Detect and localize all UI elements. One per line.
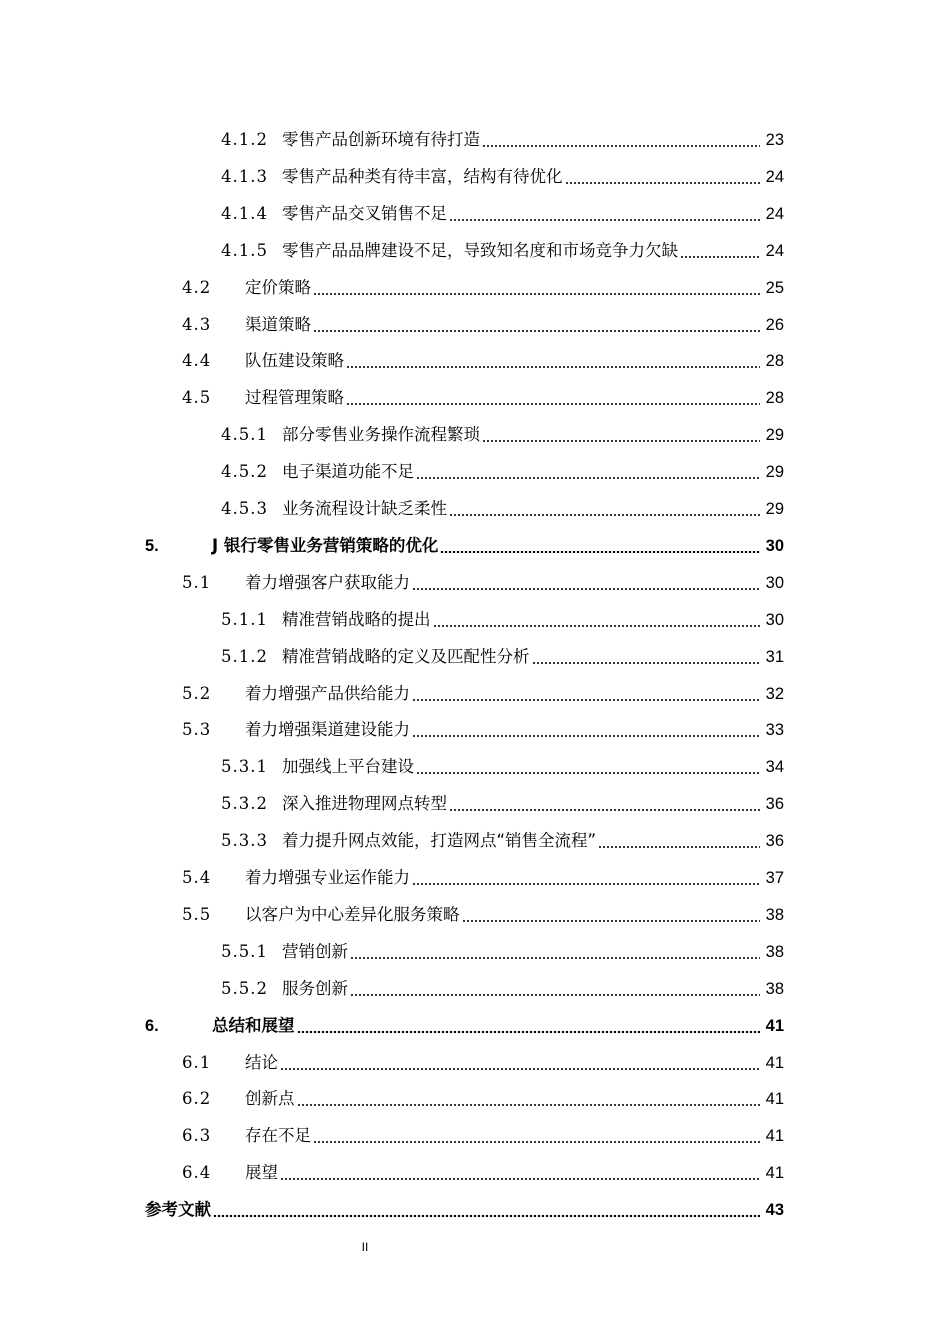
toc-dot-leader — [213, 1215, 760, 1217]
toc-entry[interactable] — [221, 790, 784, 814]
toc-dot-leader — [449, 809, 760, 811]
toc-dot-leader — [449, 514, 760, 516]
toc-entry-title: 着力增强专业运作能力 — [245, 868, 410, 887]
toc-entry-page: 33 — [765, 721, 784, 740]
toc-entry-number: 4.1.5 — [221, 240, 268, 260]
toc-entry[interactable] — [182, 274, 784, 298]
footer-page-number: II — [361, 1240, 369, 1254]
toc-entry[interactable] — [182, 1085, 784, 1109]
toc-entry-number: 5.3.1 — [221, 757, 268, 777]
toc-entry-page: 43 — [765, 1201, 784, 1220]
toc-entry-number: 6.2 — [182, 1089, 212, 1109]
toc-dot-leader — [598, 846, 760, 848]
toc-entry[interactable] — [145, 1196, 784, 1220]
toc-entry[interactable] — [221, 753, 784, 777]
toc-entry-title: 加强线上平台建设 — [282, 757, 414, 777]
toc-entry-title: 精准营销战略的提出 — [282, 609, 431, 629]
toc-entry-page: 29 — [765, 426, 784, 445]
toc-dot-leader — [346, 366, 760, 368]
toc-entry-number: 4.5.2 — [221, 462, 268, 482]
toc-entry-title: 精准营销战略的定义及匹配性分析 — [282, 646, 530, 666]
toc-entry[interactable] — [221, 237, 784, 261]
toc-entry[interactable] — [221, 975, 784, 999]
toc-dot-leader — [350, 994, 760, 996]
toc-entry-number: 5.5 — [182, 904, 212, 924]
toc-entry-page: 26 — [765, 315, 784, 334]
toc-entry-number: 4.4 — [182, 351, 212, 371]
toc-entry-page: 23 — [765, 131, 784, 149]
toc-dot-leader — [313, 293, 760, 295]
toc-entry-number: 5.5.2 — [221, 978, 268, 998]
toc-entry-page: 29 — [765, 500, 784, 518]
toc-entry-page: 36 — [765, 832, 784, 851]
toc-dot-leader — [297, 1104, 761, 1106]
toc-entry-title: 零售产品种类有待丰富，结构有待优化 — [282, 166, 563, 186]
toc-entry-number: 5.3 — [182, 720, 212, 740]
toc-entry[interactable] — [182, 1159, 784, 1183]
toc-dot-leader — [412, 883, 760, 885]
toc-entry-title: 定价策略 — [245, 277, 311, 297]
toc-entry[interactable] — [221, 163, 784, 187]
toc-entry-title: 参考文献 — [145, 1200, 211, 1220]
toc-entry-page: 38 — [765, 942, 784, 961]
toc-dot-leader — [565, 182, 761, 184]
toc-entry-page: 30 — [765, 536, 784, 555]
toc-entry-title: 创新点 — [245, 1089, 295, 1109]
toc-entry-title: 零售产品品牌建设不足，导致知名度和市场竞争力欠缺 — [282, 240, 678, 260]
toc-dot-leader — [412, 699, 760, 701]
toc-entry-page: 24 — [765, 204, 784, 223]
toc-entry-title: 着力增强渠道建设能力 — [245, 720, 410, 740]
toc-entry[interactable] — [182, 716, 784, 740]
toc-entry-title: 着力提升网点效能，打造网点“销售全流程” — [282, 831, 597, 851]
toc-entry-page: 38 — [765, 979, 784, 998]
toc-dot-leader — [482, 145, 760, 147]
toc-entry-title: 部分零售业务操作流程繁琐 — [282, 425, 480, 445]
toc-entry-title: 以客户为中心差异化服务策略 — [245, 904, 460, 924]
toc-dot-leader — [313, 1141, 760, 1143]
toc-entry-page: 31 — [765, 647, 784, 666]
toc-entry[interactable] — [145, 532, 784, 556]
toc-entry-number: 4.5.3 — [221, 499, 268, 518]
toc-dot-leader — [532, 662, 761, 664]
toc-entry-title: 深入推进物理网点转型 — [282, 794, 447, 814]
toc-entry[interactable] — [182, 864, 784, 888]
toc-entry-title: 服务创新 — [282, 978, 348, 998]
toc-dot-leader — [680, 256, 760, 258]
toc-dot-leader — [449, 219, 760, 221]
toc-entry-page: 41 — [765, 1090, 784, 1109]
toc-dot-leader — [482, 440, 760, 442]
toc-entry[interactable] — [182, 569, 784, 593]
toc-entry[interactable] — [182, 1049, 784, 1073]
toc-entry-page: 24 — [765, 241, 784, 260]
toc-entry-number: 5.1 — [182, 572, 212, 592]
toc-entry-page: 29 — [765, 463, 784, 482]
toc-entry-number: 5.3.3 — [221, 831, 268, 851]
toc-entry-number: 4.5.1 — [221, 425, 268, 445]
toc-dot-leader — [412, 735, 760, 737]
toc-entry[interactable] — [221, 495, 784, 519]
toc-entry-title: 渠道策略 — [245, 314, 311, 334]
toc-entry-number: 6.1 — [182, 1052, 212, 1072]
toc-entry[interactable] — [182, 311, 784, 335]
toc-dot-leader — [412, 588, 760, 590]
toc-entry-title: 队伍建设策略 — [245, 351, 344, 371]
toc-entry-page: 30 — [765, 573, 784, 592]
toc-entry[interactable] — [221, 200, 784, 224]
toc-entry-title: 过程管理策略 — [245, 388, 344, 408]
toc-entry-page: 28 — [765, 389, 784, 408]
toc-dot-leader — [297, 1031, 761, 1033]
toc-entry[interactable] — [221, 606, 784, 630]
toc-entry-page: 34 — [765, 758, 784, 777]
toc-entry-title: 展望 — [245, 1163, 278, 1183]
toc-dot-leader — [462, 920, 761, 922]
toc-entry-page: 37 — [765, 869, 784, 887]
toc-entry-number: 5.5.1 — [221, 941, 268, 961]
toc-entry-page: 36 — [765, 795, 784, 814]
toc-entry[interactable] — [221, 458, 784, 482]
toc-entry-number: 4.2 — [182, 277, 212, 297]
toc-entry-page: 41 — [765, 1053, 784, 1072]
toc-entry[interactable] — [221, 938, 784, 962]
toc-dot-leader — [280, 1068, 760, 1070]
toc-entry-title: 着力增强客户获取能力 — [245, 572, 410, 592]
toc-entry-title: J 银行零售业务营销策略的优化 — [212, 535, 439, 555]
toc-dot-leader — [346, 403, 760, 405]
toc-entry-title: 存在不足 — [245, 1126, 311, 1146]
toc-entry[interactable] — [182, 384, 784, 408]
toc-entry-number: 4.1.2 — [221, 130, 268, 149]
toc-entry-title: 营销创新 — [282, 941, 348, 961]
toc-entry[interactable] — [221, 643, 784, 667]
toc-entry[interactable] — [182, 901, 784, 925]
toc-entry-number: 6.3 — [182, 1126, 212, 1146]
toc-entry-title: 电子渠道功能不足 — [282, 462, 414, 482]
toc-entry[interactable] — [182, 347, 784, 371]
toc-entry-title: 结论 — [245, 1052, 278, 1072]
toc-entry-number: 5.4 — [182, 868, 212, 887]
toc-entry[interactable] — [221, 126, 784, 150]
toc-dot-leader — [433, 625, 761, 627]
toc-dot-leader — [280, 1178, 760, 1180]
toc-entry-page: 38 — [765, 905, 784, 924]
toc-entry[interactable] — [182, 680, 784, 704]
toc-entry-number: 4.1.3 — [221, 166, 268, 186]
toc-entry-page: 28 — [765, 352, 784, 371]
toc-entry-title: 总结和展望 — [212, 1015, 295, 1035]
toc-entry[interactable] — [182, 1122, 784, 1146]
toc-entry-number: 5.1.2 — [221, 646, 268, 666]
toc-entry-page: 32 — [765, 684, 784, 703]
toc-entry-number: 6. — [145, 1016, 159, 1035]
toc-entry-page: 41 — [765, 1016, 784, 1035]
toc-entry-page: 30 — [765, 610, 784, 629]
toc-dot-leader — [416, 772, 760, 774]
toc-entry[interactable] — [221, 827, 784, 851]
toc-dot-leader — [350, 957, 760, 959]
toc-entry-page: 41 — [765, 1164, 784, 1183]
toc-entry-number: 5.1.1 — [221, 609, 268, 629]
toc-entry-number: 5.3.2 — [221, 794, 268, 814]
toc-entry-title: 业务流程设计缺乏柔性 — [282, 499, 447, 518]
toc-dot-leader — [440, 551, 760, 553]
toc-entry-number: 4.1.4 — [221, 203, 268, 223]
toc-entry[interactable] — [221, 421, 784, 445]
toc-entry-number: 5. — [145, 536, 159, 555]
toc-dot-leader — [313, 330, 760, 332]
toc-entry-title: 着力增强产品供给能力 — [245, 683, 410, 703]
toc-entry-number: 6.4 — [182, 1163, 212, 1183]
toc-entry-number: 5.2 — [182, 683, 212, 703]
toc-dot-leader — [416, 477, 760, 479]
toc-entry-page: 25 — [765, 278, 784, 297]
toc-entry[interactable] — [145, 1012, 784, 1036]
toc-entry-number: 4.3 — [182, 314, 212, 334]
toc-entry-number: 4.5 — [182, 388, 212, 408]
toc-entry-page: 24 — [765, 167, 784, 186]
toc-entry-title: 零售产品创新环境有待打造 — [282, 130, 480, 149]
toc-entry-page: 41 — [765, 1127, 784, 1146]
toc-entry-title: 零售产品交叉销售不足 — [282, 203, 447, 223]
